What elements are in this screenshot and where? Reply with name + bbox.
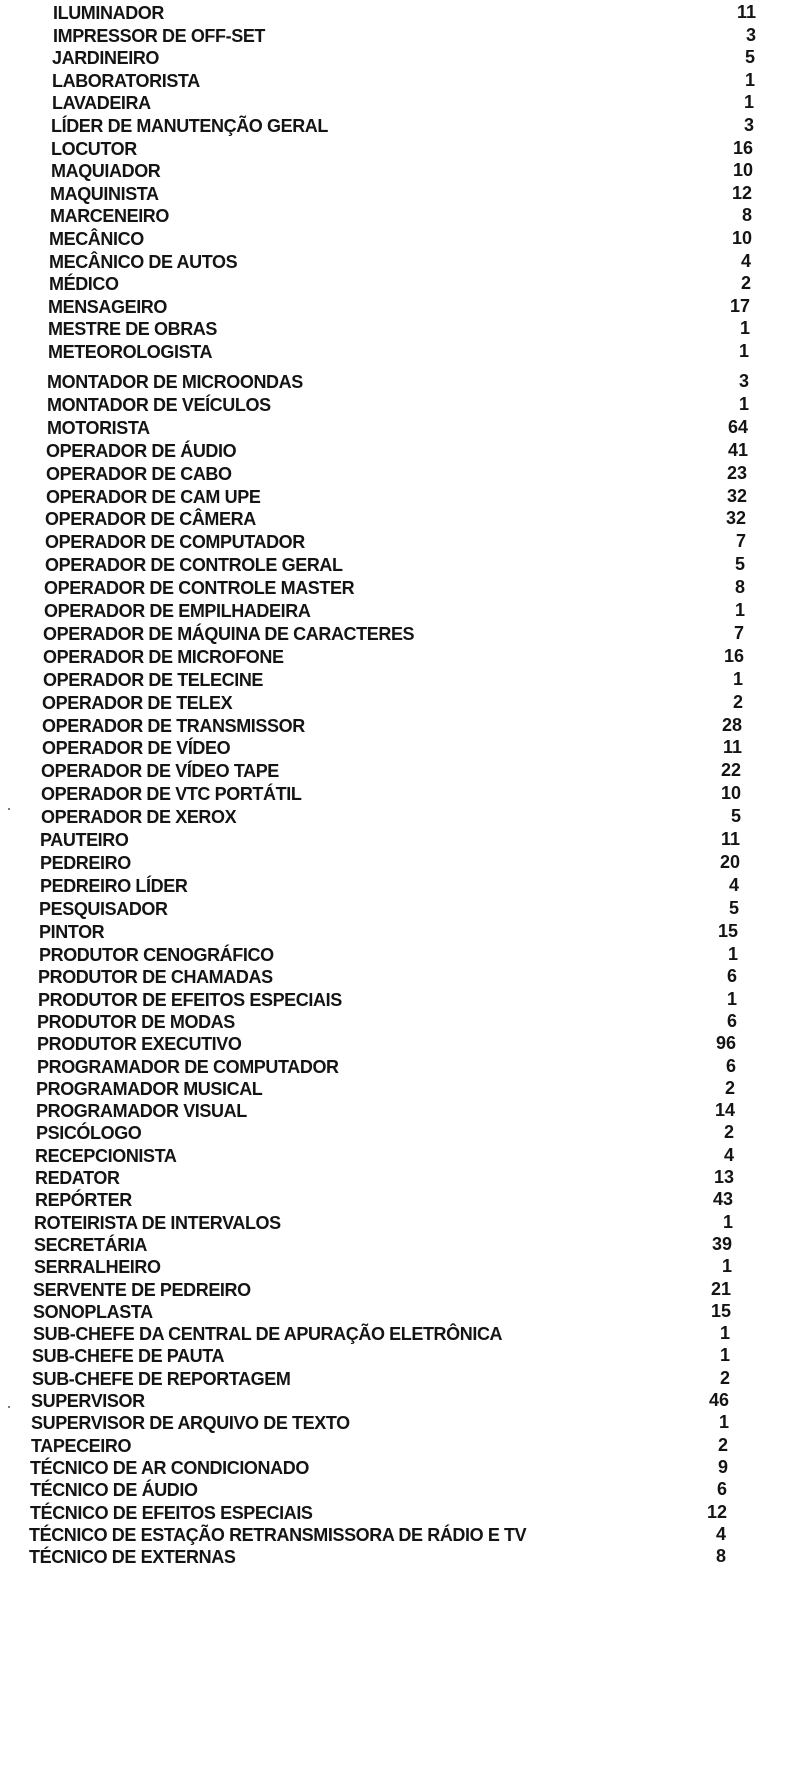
occupation-count: 5: [730, 806, 741, 827]
occupation-count: 11: [722, 737, 742, 758]
occupation-name: PROGRAMADOR DE COMPUTADOR: [37, 1055, 339, 1077]
occupation-count: 23: [726, 462, 747, 483]
occupation-count: 2: [723, 1122, 734, 1143]
occupation-name: TÉCNICO DE EFEITOS ESPECIAIS: [30, 1501, 313, 1523]
occupation-count: 1: [738, 393, 749, 414]
list-item: [0, 114, 794, 138]
occupation-count: 12: [706, 1501, 727, 1522]
occupation-name: RECEPCIONISTA: [35, 1144, 177, 1166]
occupation-count: 17: [729, 295, 750, 316]
occupation-count: 8: [741, 205, 752, 226]
list-item: [0, 439, 794, 463]
occupation-name: OPERADOR DE CONTROLE GERAL: [45, 554, 343, 576]
occupation-name: IMPRESSOR DE OFF-SET: [53, 24, 266, 46]
list-item: [0, 485, 794, 509]
list-item: [0, 1367, 794, 1391]
list-item: [0, 227, 794, 251]
occupation-name: OPERADOR DE MÁQUINA DE CARACTERES: [43, 622, 415, 644]
list-item: [0, 714, 794, 738]
list-item: [0, 1478, 794, 1502]
occupation-name: OPERADOR DE CONTROLE MASTER: [44, 577, 355, 599]
occupation-name: OPERADOR DE MICROFONE: [43, 645, 284, 667]
occupation-count: 9: [717, 1456, 728, 1477]
occupation-name: OPERADOR DE TELECINE: [43, 668, 264, 690]
occupation-name: PESQUISADOR: [39, 897, 168, 919]
list-item: [0, 759, 794, 783]
occupation-name: TAPECEIRO: [31, 1434, 132, 1456]
list-item: [0, 1166, 794, 1190]
scan-speck: [8, 808, 10, 810]
occupation-count: 7: [733, 622, 744, 643]
occupation-count: 43: [712, 1189, 733, 1210]
list-item: [0, 805, 794, 829]
list-item: [0, 920, 794, 944]
occupation-count: 2: [719, 1367, 730, 1388]
occupation-count: 1: [739, 318, 750, 339]
list-item: [0, 851, 794, 875]
list-item: [0, 988, 794, 1012]
occupation-name: OPERADOR DE XEROX: [41, 806, 237, 828]
occupation-name: TÉCNICO DE ESTAÇÃO RETRANSMISSORA DE RÁDIO E TV: [29, 1523, 527, 1545]
list-item: [0, 137, 794, 161]
occupation-count: 39: [711, 1233, 732, 1254]
occupation-count: 1: [734, 600, 745, 620]
occupation-name: PSICÓLOGO: [36, 1122, 142, 1144]
list-item: [0, 943, 794, 967]
list-item: [0, 622, 794, 646]
occupation-count: 16: [732, 137, 753, 158]
occupation-name: PRODUTOR DE MODAS: [37, 1010, 235, 1032]
list-item: [0, 416, 794, 440]
list-item: [0, 1523, 794, 1547]
occupation-name: PROGRAMADOR VISUAL: [36, 1100, 247, 1122]
occupation-name: SERVENTE DE PEDREIRO: [33, 1278, 251, 1300]
list-item: [0, 1010, 794, 1034]
list-item: [0, 272, 794, 296]
occupation-count: 1: [732, 668, 743, 689]
occupation-name: MECÂNICO: [49, 228, 144, 250]
occupation-name: SUB-CHEFE DE REPORTAGEM: [32, 1367, 291, 1389]
list-item: [0, 507, 794, 531]
occupation-name: OPERADOR DE ÁUDIO: [46, 439, 237, 461]
occupation-name: OPERADOR DE CÂMERA: [45, 508, 256, 530]
occupation-count: 1: [727, 944, 738, 964]
occupation-name: LABORATORISTA: [52, 69, 200, 91]
occupation-count: 10: [720, 783, 741, 804]
occupation-name: REPÓRTER: [35, 1189, 132, 1211]
occupation-name: METEOROLOGISTA: [48, 341, 213, 363]
occupation-count: 10: [732, 160, 753, 181]
occupation-count: 3: [738, 371, 749, 391]
list-item: [0, 782, 794, 806]
occupation-name: MONTADOR DE VEÍCULOS: [47, 393, 271, 415]
occupation-name: PAUTEIRO: [40, 829, 129, 851]
occupation-name: PRODUTOR CENOGRÁFICO: [39, 944, 274, 966]
occupation-count: 6: [716, 1479, 727, 1500]
list-item: [0, 46, 794, 70]
occupation-name: REDATOR: [35, 1167, 120, 1189]
occupation-count: 4: [740, 250, 751, 271]
list-item: [0, 24, 794, 48]
occupation-count: 4: [715, 1523, 726, 1544]
list-item: [0, 599, 794, 623]
occupation-count: 28: [721, 714, 742, 735]
list-item: [0, 897, 794, 921]
occupation-name: OPERADOR DE VÍDEO: [42, 737, 231, 759]
list-item: [0, 1233, 794, 1257]
occupation-count: 15: [710, 1300, 731, 1321]
occupation-name: PEDREIRO: [40, 851, 131, 873]
list-item: [0, 1211, 794, 1235]
occupation-name: LAVADEIRA: [52, 92, 151, 114]
occupation-name: MAQUINISTA: [50, 182, 159, 204]
occupation-name: PEDREIRO LÍDER: [40, 874, 188, 896]
occupation-name: MOTORISTA: [47, 416, 150, 438]
list-item: [0, 393, 794, 417]
occupation-count: 41: [727, 439, 748, 460]
occupation-count: 14: [714, 1100, 735, 1121]
list-item: [0, 1, 794, 25]
occupation-name: TÉCNICO DE ÁUDIO: [30, 1479, 198, 1501]
occupation-name: OPERADOR DE EMPILHADEIRA: [44, 600, 311, 622]
occupation-count: 1: [718, 1412, 729, 1433]
occupation-name: LÍDER DE MANUTENÇÃO GERAL: [51, 115, 328, 137]
occupation-count: 3: [743, 115, 754, 135]
occupation-name: MECÂNICO DE AUTOS: [49, 250, 238, 272]
list-item: [0, 295, 794, 319]
occupation-count: 1: [721, 1256, 732, 1277]
occupation-count: 10: [731, 228, 752, 248]
occupation-name: PINTOR: [39, 920, 105, 942]
occupation-name: TÉCNICO DE EXTERNAS: [29, 1546, 236, 1568]
occupation-name: PRODUTOR DE EFEITOS ESPECIAIS: [38, 988, 342, 1010]
scan-speck: [8, 1406, 10, 1408]
occupation-count: 2: [724, 1077, 735, 1098]
list-item: [0, 1099, 794, 1123]
occupation-name: OPERADOR DE COMPUTADOR: [45, 531, 305, 553]
occupation-count: 16: [723, 645, 744, 666]
list-item: [0, 370, 794, 394]
occupation-name: MÉDICO: [49, 273, 119, 295]
occupation-name: MENSAGEIRO: [48, 295, 168, 317]
occupation-name: PRODUTOR EXECUTIVO: [37, 1033, 242, 1055]
occupation-count: 13: [713, 1167, 734, 1187]
occupation-name: MAQUIADOR: [51, 160, 161, 182]
list-item: [0, 736, 794, 760]
occupation-name: MESTRE DE OBRAS: [48, 318, 218, 340]
occupation-count: 8: [734, 577, 745, 598]
occupation-name: ROTEIRISTA DE INTERVALOS: [34, 1211, 281, 1233]
list-item: [0, 1389, 794, 1413]
list-item: [0, 1188, 794, 1212]
occupation-name: JARDINEIRO: [52, 47, 160, 69]
occupation-count: 1: [744, 69, 755, 90]
occupation-count: 12: [731, 182, 752, 203]
occupation-count: 11: [720, 829, 740, 849]
list-item: [0, 1255, 794, 1279]
list-item: [0, 1456, 794, 1480]
list-item: [0, 1077, 794, 1101]
occupation-count: 2: [717, 1434, 728, 1455]
occupation-name: OPERADOR DE TELEX: [42, 691, 233, 713]
list-item: [0, 1545, 794, 1569]
occupation-name: OPERADOR DE VÍDEO TAPE: [41, 760, 279, 782]
list-item: [0, 1144, 794, 1168]
occupation-count: 96: [715, 1033, 736, 1054]
occupation-count: 11: [736, 2, 756, 22]
occupation-name: SECRETÁRIA: [34, 1233, 148, 1255]
occupation-name: MARCENEIRO: [50, 205, 170, 227]
occupation-name: SUB-CHEFE DE PAUTA: [32, 1345, 225, 1367]
list-item: [0, 159, 794, 183]
occupation-count: 8: [715, 1546, 726, 1567]
occupation-count: 1: [722, 1211, 733, 1232]
list-item: [0, 69, 794, 93]
list-item: [0, 182, 794, 206]
occupation-count: 5: [728, 897, 739, 918]
list-item: [0, 874, 794, 898]
occupation-name: LOCUTOR: [51, 137, 137, 159]
list-item: [0, 1032, 794, 1056]
occupation-name: TÉCNICO DE AR CONDICIONADO: [30, 1456, 309, 1478]
list-item: [0, 91, 794, 115]
occupation-count: 32: [725, 508, 746, 529]
occupation-count: 22: [720, 760, 741, 781]
occupation-name: OPERADOR DE CAM UPE: [46, 485, 261, 507]
occupation-name: ILUMINADOR: [53, 2, 164, 24]
occupation-name: PROGRAMADOR MUSICAL: [36, 1077, 263, 1099]
list-item: [0, 462, 794, 486]
list-item: [0, 1300, 794, 1324]
occupation-count: 6: [726, 966, 737, 987]
occupation-count: 2: [732, 691, 743, 712]
occupation-count: 6: [725, 1055, 736, 1076]
list-item: [0, 668, 794, 692]
occupation-name: SONOPLASTA: [33, 1300, 153, 1322]
list-item: [0, 965, 794, 989]
occupation-count: 64: [727, 416, 748, 437]
occupation-count: 1: [743, 92, 754, 113]
list-item: [0, 1121, 794, 1145]
occupation-count: 1: [719, 1345, 730, 1366]
occupation-name: SUPERVISOR DE ARQUIVO DE TEXTO: [31, 1412, 350, 1434]
list-item: [0, 576, 794, 600]
occupation-name: MONTADOR DE MICROONDAS: [47, 371, 303, 393]
occupation-count: 1: [726, 988, 737, 1009]
occupation-name: OPERADOR DE TRANSMISSOR: [42, 714, 305, 736]
list-item: [0, 553, 794, 577]
occupation-count: 46: [708, 1390, 729, 1410]
occupation-name: SUPERVISOR: [31, 1390, 145, 1412]
list-item: [0, 1278, 794, 1302]
list-item: [0, 1322, 794, 1346]
list-item: [0, 1434, 794, 1458]
occupation-count: 21: [710, 1278, 731, 1299]
occupation-name: SUB-CHEFE DA CENTRAL DE APURAÇÃO ELETRÔNICA: [33, 1323, 503, 1345]
occupation-name: SERRALHEIRO: [34, 1256, 161, 1278]
occupation-count: 6: [726, 1010, 737, 1031]
list-item: [0, 691, 794, 715]
list-item: [0, 250, 794, 274]
occupation-count: 1: [719, 1323, 730, 1344]
occupation-count: 15: [717, 920, 738, 941]
list-item: [0, 1344, 794, 1368]
list-item: [0, 828, 794, 852]
occupation-count: 4: [723, 1144, 734, 1165]
list-item: [0, 317, 794, 341]
occupation-count: 20: [719, 851, 740, 872]
list-item: [0, 1055, 794, 1079]
list-item: [0, 530, 794, 554]
list-item: [0, 645, 794, 669]
occupation-count: 3: [745, 24, 756, 45]
occupation-count: 32: [726, 485, 747, 506]
occupation-count: 1: [738, 341, 749, 361]
occupation-count: 5: [734, 554, 745, 575]
list-item: [0, 1411, 794, 1435]
occupation-name: OPERADOR DE CABO: [46, 462, 232, 484]
occupation-count: 4: [728, 874, 739, 895]
occupation-count: 2: [740, 273, 751, 294]
list-item: [0, 340, 794, 364]
occupation-name: OPERADOR DE VTC PORTÁTIL: [41, 783, 302, 805]
list-item: [0, 204, 794, 228]
occupation-name: PRODUTOR DE CHAMADAS: [38, 966, 273, 988]
occupation-count: 5: [744, 47, 755, 68]
occupation-count: 7: [735, 531, 746, 552]
list-item: [0, 1501, 794, 1525]
